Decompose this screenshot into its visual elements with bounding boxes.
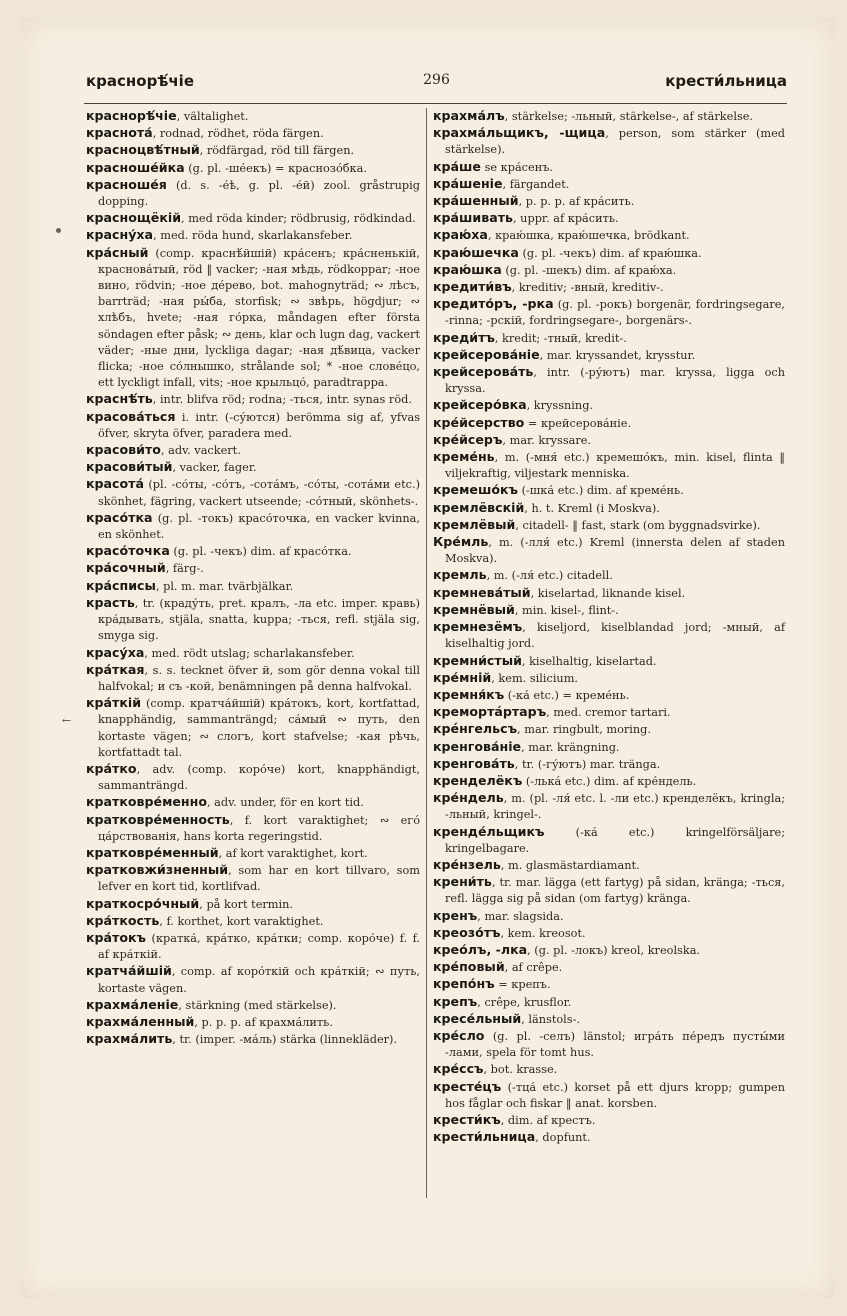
entry-definition: (-лька́ etc.) dim. af кре́ндель. <box>522 774 697 788</box>
entry-definition: , med. cremor tartari. <box>546 706 671 720</box>
dictionary-entry <box>86 1031 420 1048</box>
entry-definition: (-тца́ etc.) korset på ett djurs kropp; gumpen hos fåglar och fiskar ‖ anat. korsben. <box>445 1080 785 1110</box>
dictionary-entry <box>86 227 420 244</box>
entry-definition: , adv. vackert. <box>160 444 241 458</box>
entry-headword: кремлёвскій <box>433 499 525 515</box>
entry-definition: , vältalighet. <box>176 110 249 123</box>
dictionary-entry <box>86 210 420 227</box>
entry-headword: красноцвѣ́тный <box>86 142 200 158</box>
dictionary-entry <box>433 1112 785 1129</box>
entry-definition: , färg-. <box>165 562 204 576</box>
entry-definition: , m. glasmästardiamant. <box>500 858 640 872</box>
entry-headword: крепъ <box>433 993 478 1009</box>
dictionary-entry <box>86 845 420 862</box>
dictionary-entry <box>433 756 785 773</box>
entry-definition: , kem. silicium. <box>491 671 579 685</box>
dictionary-entry <box>433 245 785 262</box>
entry-headword: кра́ткая <box>86 661 145 677</box>
dictionary-entry <box>86 812 420 845</box>
entry-headword: крео́лъ, -лка <box>433 941 528 957</box>
entry-headword: кратковре́менность <box>86 811 230 827</box>
entry-definition: , tr. mar. lägga (ett fartyg) på sidan, kränga; -ться, refl. lägga sig på sidan (om fartyg) kränga. <box>445 876 785 906</box>
entry-headword: краю́ха <box>433 227 488 243</box>
dictionary-entry <box>433 482 785 499</box>
entry-headword: кра́шеніе <box>433 175 503 191</box>
entry-headword: кре́ссъ <box>433 1061 484 1077</box>
entry-definition: , f. kort varaktighet; ∾ его́ ца́рствованія, hans korta regeringstid. <box>98 813 420 843</box>
entry-definition: (-ка́ etc.) kringelförsäljare; kringelbagare. <box>445 825 785 855</box>
entry-headword: крести́къ <box>433 1111 501 1127</box>
entry-headword: кренделёкъ <box>433 772 523 788</box>
entry-definition: i. intr. (-су́ются) berömma sig af, yfvas öfver, skryta öfver, paradera med. <box>98 410 420 440</box>
entry-headword: кресте́цъ <box>433 1078 502 1094</box>
dictionary-entry <box>433 1079 785 1112</box>
entry-headword: кра́шивать <box>433 210 513 226</box>
entry-definition: , rodnad, rödhet, röda färgen. <box>152 127 324 141</box>
entry-headword: краткосро́чный <box>86 895 200 911</box>
entry-headword: кремешо́къ <box>433 482 518 498</box>
entry-definition: , mar. ringbult, moring. <box>517 723 652 737</box>
entry-definition: , med. röda hund, skarlakansfeber. <box>153 229 353 243</box>
entry-headword: кре́мній <box>433 669 492 685</box>
entry-headword: кремнезёмъ <box>433 619 523 635</box>
entry-definition: , som har en kort tillvaro, som lefver en kort tid, kortlifvad. <box>98 864 420 894</box>
entry-headword: крéнгельсъ <box>433 721 518 737</box>
dictionary-entry <box>433 619 785 652</box>
entry-definition: (g. pl. -чекъ) dim. af краю́шка. <box>518 246 702 260</box>
entry-headword: креди́тъ <box>433 329 495 345</box>
dictionary-entry <box>433 925 785 942</box>
entry-headword: кремортáртаръ <box>433 704 547 720</box>
dictionary-entry <box>433 432 785 449</box>
entry-definition: , tr. (краду́ть, pret. кралъ, -ла etc. imper. кравь) кра́дывать, stjäla, snatta, kuppa; -ться, refl. stjäla sig, smyga sig. <box>98 596 420 643</box>
dictionary-entry <box>433 296 785 329</box>
entry-definition: (кратка́, кра́тко, кра́тки; comp. коро́че) f. f. af кра́ткій. <box>98 931 420 962</box>
entry-definition: , kiselhaltig, kiselartad. <box>521 654 657 668</box>
running-head <box>86 72 787 98</box>
dictionary-entry <box>433 994 785 1011</box>
entry-headword: красну́ха <box>86 227 154 243</box>
entry-headword: кратковре́менно <box>86 794 207 810</box>
entry-definition: , bot. krasse. <box>483 1063 558 1077</box>
entry-headword: крейсеро́вка <box>433 397 527 413</box>
dictionary-entry <box>86 442 420 459</box>
entry-headword: крахма́лъ <box>433 108 505 123</box>
dictionary-entry <box>433 125 785 158</box>
entry-definition: , af crêpe. <box>504 961 563 975</box>
entry-headword: кремни́стый <box>433 652 522 668</box>
column-divider <box>426 108 427 1198</box>
entry-definition: , tr. (imper. -ма́ль) stärka (linnekläder). <box>172 1033 398 1047</box>
entry-headword: кра́ткій <box>86 695 142 711</box>
dictionary-entry <box>433 364 785 397</box>
entry-headword: красови́тый <box>86 459 173 475</box>
entry-headword: кредити́въ <box>433 279 512 295</box>
entry-definition: , dopfunt. <box>535 1131 591 1145</box>
dictionary-entry <box>433 874 785 907</box>
dictionary-entry <box>433 1129 785 1146</box>
page-number: 296 <box>423 72 450 88</box>
entry-headword: креме́нь <box>433 449 495 465</box>
entry-definition: , m. (-ля́ etc.) citadell. <box>486 569 613 583</box>
entry-headword: кра́токъ <box>86 929 147 945</box>
entry-definition: , kredit; -тный, kredit-. <box>494 331 627 345</box>
dictionary-entry <box>433 790 785 823</box>
dictionary-entry <box>433 739 785 756</box>
dictionary-entry <box>433 773 785 790</box>
entry-definition: , pl. m. mar. tvärbjälkar. <box>155 579 294 593</box>
dictionary-entry <box>86 662 420 695</box>
dictionary-entry <box>86 896 420 913</box>
entry-headword: краю́шка <box>433 261 502 277</box>
entry-definition: , på kort termin. <box>199 897 294 911</box>
entry-headword: кремлёвый <box>433 516 516 532</box>
entry-definition: , (g. pl. -локъ) kreol, kreolska. <box>527 943 701 957</box>
dictionary-entry <box>433 1061 785 1078</box>
entry-headword: кренде́льщикъ <box>433 823 545 839</box>
header-rule <box>84 103 787 104</box>
dictionary-entry <box>86 476 420 509</box>
entry-headword: крейсерова́ніе <box>433 346 540 362</box>
entry-definition: , mar. kryssare. <box>502 433 592 447</box>
entry-headword: Кре́мль <box>433 534 489 550</box>
entry-definition: , med. rödt utslag; scharlakansfeber. <box>144 646 355 660</box>
entry-definition: , p. p. p. af крахма́лить. <box>194 1015 333 1029</box>
dictionary-entry <box>433 500 785 517</box>
entry-headword: кресе́льный <box>433 1010 522 1026</box>
entry-definition: , stärkelse; -льный, stärkelse-, af stärkelse. <box>504 110 754 123</box>
entry-definition: (-шка́ etc.) dim. af креме́нь. <box>517 484 684 498</box>
entry-definition: , adv. under, för en kort tid. <box>206 796 364 810</box>
entry-definition: , min. kisel-, flint-. <box>514 603 619 617</box>
margin-arrow-mark: ← <box>62 714 72 727</box>
dictionary-entry <box>433 687 785 704</box>
dictionary-entry <box>86 913 420 930</box>
dictionary-entry <box>86 695 420 761</box>
entry-headword: кре́нзель <box>433 856 501 872</box>
dictionary-entry <box>433 330 785 347</box>
entry-headword: краю́шечка <box>433 244 519 260</box>
dictionary-entry <box>433 108 785 125</box>
margin-dot <box>56 228 61 233</box>
entry-definition: , краю́шка, краю́шечка, brödkant. <box>487 229 690 243</box>
right-column <box>433 108 785 1146</box>
entry-definition: (comp. краснѣ́йшій) кра́сенъ; кра́сненькій, красновáтый, röd ‖ vacker; -ная мѣдь, rödkoppar; -ное вино, rödvin; -ное де́рево, bot. mahognyträd; ∾ лѣсъ, barrträd; -ная ры́ба, storfisk; ∾ звѣрь, högdjur; ∾ хлѣбъ, hvete; -ная го́рка, måndagen efter första söndagen efter påsk; ∾ день, klar och lugn dag, vackert väder; -ные дни, lyckliga dagar; -ная дѣ́вица, vacker flicka; -ное со́лнышко, strålande sol; * -ное слове́цо, ett lyckligt infall, vits; -ное крыльцо́, paradtrappa. <box>98 246 420 390</box>
dictionary-entry <box>86 595 420 645</box>
dictionary-entry <box>433 1011 785 1028</box>
dictionary-entry <box>433 1028 785 1061</box>
entry-headword: кратковжи́зненный <box>86 862 229 878</box>
entry-definition: se кра́сенъ. <box>480 160 553 174</box>
entry-headword: крахма́льщикъ, -щица <box>433 125 606 141</box>
entry-definition: , af kort varaktighet, kort. <box>218 846 368 860</box>
dictionary-entry <box>86 142 420 159</box>
entry-definition: , mar. slagsida. <box>477 909 564 923</box>
entry-headword: кре́ндель <box>433 790 504 806</box>
entry-headword: краснѣ́ть <box>86 391 153 407</box>
dictionary-entry <box>86 459 420 476</box>
entry-headword: красота́ <box>86 476 144 492</box>
entry-definition: , kreditiv; -вный, kreditiv-. <box>511 281 664 295</box>
dictionary-entry <box>86 560 420 577</box>
dictionary-entry <box>433 262 785 279</box>
dictionary-entry <box>433 210 785 227</box>
dictionary-entry <box>433 567 785 584</box>
entry-definition: , rödfärgad, röd till färgen. <box>199 144 355 158</box>
entry-definition: (comp. кратча́йшій) кра́токъ, kort, kortfattad, knapphändig, sammanträngd; са́мый ∾ путь, den kortaste vägen; ∾ слогъ, kort stafvelse; -кая рѣчь, kortfattadt tal. <box>98 697 420 759</box>
dictionary-entry <box>433 721 785 738</box>
entry-headword: кре́повый <box>433 959 505 975</box>
entry-headword: кра́тко <box>86 760 137 776</box>
entry-headword: кремнёвый <box>433 601 515 617</box>
left-column <box>86 108 420 1048</box>
entry-definition: , f. korthet, kort varaktighet. <box>159 914 324 928</box>
entry-headword: красова́ться <box>86 408 176 424</box>
entry-headword: крахма́ленный <box>86 1013 195 1029</box>
entry-headword: кратковре́менный <box>86 844 219 860</box>
dictionary-entry <box>86 245 420 392</box>
entry-definition: , crêpe, krusflor. <box>477 995 572 1009</box>
entry-definition: (-ка́ etc.) = креме́нь. <box>504 688 630 702</box>
entry-headword: кренгова́ніе <box>433 738 522 754</box>
entry-definition: , kem. kreosot. <box>500 926 586 940</box>
entry-headword: кра́списы <box>86 577 156 593</box>
entry-definition: (d. s. -е́ѣ, g. pl. -е́й) zool. gråstrupig dopping. <box>98 178 420 209</box>
dictionary-entry <box>86 578 420 595</box>
entry-headword: кре́йсеръ <box>433 431 503 447</box>
dictionary-entry <box>86 963 420 996</box>
dictionary-entry <box>86 160 420 177</box>
entry-headword: красноше́йка <box>86 159 185 175</box>
entry-headword: красо́тка <box>86 509 153 525</box>
entry-definition: , m. (-лля́ etc.) Kreml (innersta delen af staden Moskva). <box>445 536 785 566</box>
entry-headword: кредито́ръ, -рка <box>433 296 554 312</box>
entry-definition: , mar. kryssandet, krysstur. <box>539 348 696 362</box>
entry-definition: , intr. (-ру́ютъ) mar. kryssa, ligga och kryssa. <box>445 366 785 396</box>
dictionary-entry <box>86 391 420 408</box>
entry-definition: , m. (pl. -ля́ etc. l. -ли etc.) кренделёкъ, kringla; -льный, kringel-. <box>445 792 785 822</box>
entry-definition: , vacker, fager. <box>172 461 257 475</box>
entry-definition: (g. pl. -чекъ) dim. af красо́тка. <box>169 545 352 559</box>
entry-headword: кра́шенный <box>433 193 519 209</box>
entry-definition: , färgandet. <box>502 177 570 191</box>
entry-headword: крахма́лить <box>86 1031 173 1047</box>
dictionary-entry <box>433 176 785 193</box>
entry-headword: красови́то <box>86 442 161 458</box>
entry-headword: красть <box>86 594 135 610</box>
dictionary-entry <box>86 177 420 210</box>
entry-headword: красу́ха <box>86 644 145 660</box>
entry-definition: , med röda kinder; rödbrusig, rödkindad. <box>181 212 416 226</box>
dictionary-entry <box>433 415 785 432</box>
entry-headword: кра́ткость <box>86 912 160 928</box>
dictionary-entry <box>433 704 785 721</box>
entry-headword: красноше́я <box>86 176 167 192</box>
entry-definition: = крепъ. <box>494 978 551 992</box>
entry-definition: , länstols-. <box>521 1012 580 1026</box>
entry-definition: , s. s. tecknet öfver й, som gör denna vokal till halfvokal; и съ -кой, benämningen på denna halfvokal. <box>98 663 420 693</box>
entry-definition: , intr. blifva röd; rodna; -ться, intr. synas röd. <box>152 393 412 407</box>
dictionary-entry <box>86 862 420 895</box>
entry-headword: крахма́леніе <box>86 996 179 1012</box>
dictionary-entry <box>433 227 785 244</box>
entry-definition: , tr. (-гу́ютъ) mar. tränga. <box>514 757 661 771</box>
entry-headword: креозо́тъ <box>433 924 501 940</box>
running-head-last-word: крести́льница <box>665 72 787 90</box>
dictionary-entry <box>433 824 785 857</box>
entry-definition: , kiseljord, kiselblandad jord; -мный, af kiselhaltig jord. <box>445 621 785 651</box>
dictionary-entry <box>433 449 785 482</box>
entry-definition: , comp. af коро́ткій och кра́ткій; ∾ путь, kortaste vägen. <box>98 965 420 995</box>
dictionary-entry <box>433 517 785 534</box>
dictionary-entry <box>86 1014 420 1031</box>
entry-headword: кре́сло <box>433 1027 485 1043</box>
entry-definition: , kryssning. <box>526 399 594 413</box>
entry-definition: (g. pl. -токъ) красо́точка, en vacker kvinna, en skönhet. <box>98 511 420 542</box>
entry-definition: , mar. krängning. <box>521 740 620 754</box>
dictionary-entry <box>433 159 785 176</box>
dictionary-entry <box>86 125 420 142</box>
dictionary-entry <box>433 670 785 687</box>
dictionary-entry <box>433 959 785 976</box>
entry-definition: , p. p. p. af кра́сить. <box>518 195 635 209</box>
entry-headword: кра́сный <box>86 244 149 260</box>
entry-headword: крепо́нъ <box>433 976 495 992</box>
dictionary-entry <box>433 908 785 925</box>
entry-headword: кренъ <box>433 907 478 923</box>
running-head-first-word: краснорѣ́чіе <box>86 72 194 90</box>
dictionary-entry <box>433 653 785 670</box>
entry-headword: кремль <box>433 567 487 583</box>
entry-definition: , uppr. af кра́сить. <box>513 212 619 226</box>
entry-definition: , stärkning (med stärkelse). <box>178 998 337 1012</box>
entry-definition: , adv. (comp. коро́че) kort, knapphändigt, sammanträngd. <box>98 762 420 793</box>
entry-headword: кратча́йшій <box>86 963 172 979</box>
dictionary-entry <box>433 942 785 959</box>
entry-definition: (g. pl. -шекъ) dim. af краю́ха. <box>501 263 677 277</box>
entry-definition: = крейсерова́ніе. <box>524 416 632 430</box>
entry-headword: кремня́къ <box>433 686 505 702</box>
entry-headword: кремнева́тый <box>433 584 531 600</box>
entry-definition: , citadell- ‖ fast, stark (om byggnadsvirke). <box>515 518 761 532</box>
dictionary-entry <box>433 976 785 993</box>
dictionary-entry <box>433 857 785 874</box>
entry-headword: краснощёкій <box>86 210 182 226</box>
entry-headword: кра́сочный <box>86 560 166 576</box>
dictionary-entry <box>433 534 785 567</box>
dictionary-entry <box>86 997 420 1014</box>
dictionary-entry <box>433 397 785 414</box>
entry-definition: , person, som stärker (med stärkelse). <box>445 127 785 157</box>
dictionary-entry <box>86 761 420 794</box>
dictionary-entry <box>86 510 420 543</box>
entry-definition: (g. pl. -селъ) länstol; игра́ть пе́редъ пусты́ми -лами, spela för tomt hus. <box>445 1029 785 1060</box>
entry-headword: крени́ть <box>433 874 492 890</box>
entry-headword: кре́йсерство <box>433 414 525 430</box>
dictionary-entry <box>86 794 420 811</box>
dictionary-entry <box>86 543 420 560</box>
dictionary-entry <box>86 930 420 963</box>
entry-headword: крести́льница <box>433 1129 536 1145</box>
entry-headword: краснорѣ́чіе <box>86 108 177 123</box>
entry-headword: крейсерова́ть <box>433 364 534 380</box>
dictionary-entry <box>86 409 420 442</box>
entry-headword: красо́точка <box>86 543 170 559</box>
entry-headword: краснота́ <box>86 125 153 141</box>
entry-definition: , h. t. Kreml (i Moskva). <box>524 501 660 515</box>
dictionary-entry <box>433 347 785 364</box>
entry-definition: , kiselartad, liknande kisel. <box>530 586 686 600</box>
dictionary-entry <box>433 279 785 296</box>
entry-definition: , dim. af крестъ. <box>500 1113 596 1127</box>
dictionary-entry <box>86 645 420 662</box>
entry-headword: кренгова́ть <box>433 755 515 771</box>
entry-definition: (g. pl. -рокъ) borgenär, fordringsegare, -rinna; -рскій, fordringsegare-, borgenärs-. <box>445 298 785 328</box>
dictionary-entry <box>433 602 785 619</box>
entry-definition: , m. (-мня́ etc.) кремешо́къ, min. kisel, flinta ‖ viljekraftig, viljestark menniska. <box>445 451 785 481</box>
entry-definition: (g. pl. -ше́екъ) = краснозо́бка. <box>184 161 367 175</box>
dictionary-entry <box>86 108 420 125</box>
entry-definition: (pl. -со́ты, -со́тъ, -сота́мъ, -со́ты, -сота́ми etc.) skönhet, fägring, vackert utseende; -со́тный, skönhets-. <box>98 478 420 508</box>
dictionary-entry <box>433 193 785 210</box>
dictionary-entry <box>433 585 785 602</box>
entry-headword: кра́ше <box>433 158 481 174</box>
